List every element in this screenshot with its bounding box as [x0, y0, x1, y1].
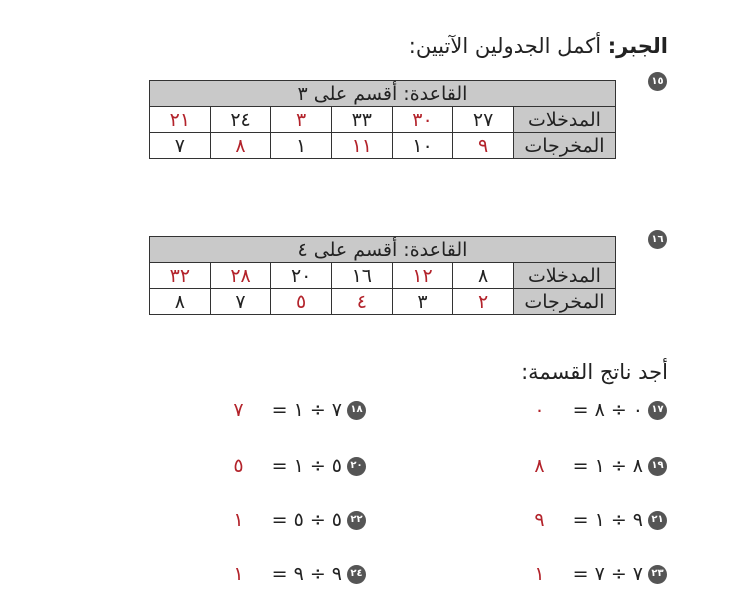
inputs-label: المدخلات	[513, 107, 615, 133]
outputs-label: المخرجات	[513, 133, 615, 159]
heading-instruction: أكمل الجدولين الآتيين:	[408, 34, 608, 58]
division-expression: ٥ ÷ ٥ =	[271, 509, 342, 531]
question-number-badge: ١٩	[648, 457, 667, 476]
question-number-badge: ١٥	[648, 72, 667, 91]
problem-22	[233, 507, 366, 533]
division-expression: ٥ ÷ ١ =	[271, 455, 342, 477]
answer: ٧	[233, 399, 244, 421]
question-number-badge: ١٧	[648, 401, 667, 420]
input-cell: ٢٠	[271, 263, 332, 289]
problem-23	[534, 561, 667, 587]
output-cell: ٨	[150, 289, 211, 315]
problem-20	[233, 453, 366, 479]
input-cell: ٢١	[150, 107, 211, 133]
output-cell: ٩	[453, 133, 514, 159]
answer: ٠	[534, 399, 545, 421]
answer: ١	[534, 563, 545, 585]
division-expression: ٩ ÷ ١ =	[572, 509, 643, 531]
question-number-badge: ١٦	[648, 230, 667, 249]
problem-19	[534, 453, 667, 479]
division-expression: ٠ ÷ ٨ =	[572, 399, 643, 421]
division-expression: ٩ ÷ ٩ =	[271, 563, 342, 585]
question-number-badge: ١٨	[347, 401, 366, 420]
input-cell: ٣٢	[150, 263, 211, 289]
input-cell: ١٢	[392, 263, 453, 289]
question-number-badge: ٢٠	[347, 457, 366, 476]
answer: ٥	[233, 455, 244, 477]
page-heading	[409, 34, 668, 58]
output-cell: ٣	[392, 289, 453, 315]
heading-topic: الجبر:	[607, 34, 668, 58]
output-cell: ١١	[331, 133, 392, 159]
input-cell: ٢٤	[210, 107, 271, 133]
division-expression: ٨ ÷ ١ =	[572, 455, 643, 477]
section-title: أجد ناتج القسمة:	[521, 360, 668, 384]
question-number-badge: ٢٢	[347, 511, 366, 530]
answer: ٩	[534, 509, 545, 531]
input-cell: ١٦	[331, 263, 392, 289]
division-expression: ٧ ÷ ٧ =	[572, 563, 643, 585]
output-cell: ١٠	[392, 133, 453, 159]
input-cell: ٣٠	[392, 107, 453, 133]
problem-18	[233, 397, 366, 423]
output-cell: ٨	[210, 133, 271, 159]
problem-24	[233, 561, 366, 587]
rule-cell: القاعدة: أقسم على ٣	[150, 81, 616, 107]
rule-cell: القاعدة: أقسم على ٤	[150, 237, 616, 263]
problem-21	[534, 507, 667, 533]
question-number-badge: ٢٣	[648, 565, 667, 584]
question-number-badge: ٢٤	[347, 565, 366, 584]
answer: ١	[233, 563, 244, 585]
input-cell: ٣	[271, 107, 332, 133]
output-cell: ٧	[210, 289, 271, 315]
input-cell: ٢٨	[210, 263, 271, 289]
outputs-label: المخرجات	[513, 289, 615, 315]
function-table-15	[149, 80, 616, 159]
output-cell: ٤	[331, 289, 392, 315]
answer: ١	[233, 509, 244, 531]
function-table-16	[149, 236, 616, 315]
input-cell: ٨	[453, 263, 514, 289]
input-cell: ٣٣	[331, 107, 392, 133]
question-number-badge: ٢١	[648, 511, 667, 530]
output-cell: ٥	[271, 289, 332, 315]
problem-17	[534, 397, 667, 423]
output-cell: ٢	[453, 289, 514, 315]
inputs-label: المدخلات	[513, 263, 615, 289]
answer: ٨	[534, 455, 545, 477]
output-cell: ١	[271, 133, 332, 159]
output-cell: ٧	[150, 133, 211, 159]
input-cell: ٢٧	[453, 107, 514, 133]
division-expression: ٧ ÷ ١ =	[271, 399, 342, 421]
